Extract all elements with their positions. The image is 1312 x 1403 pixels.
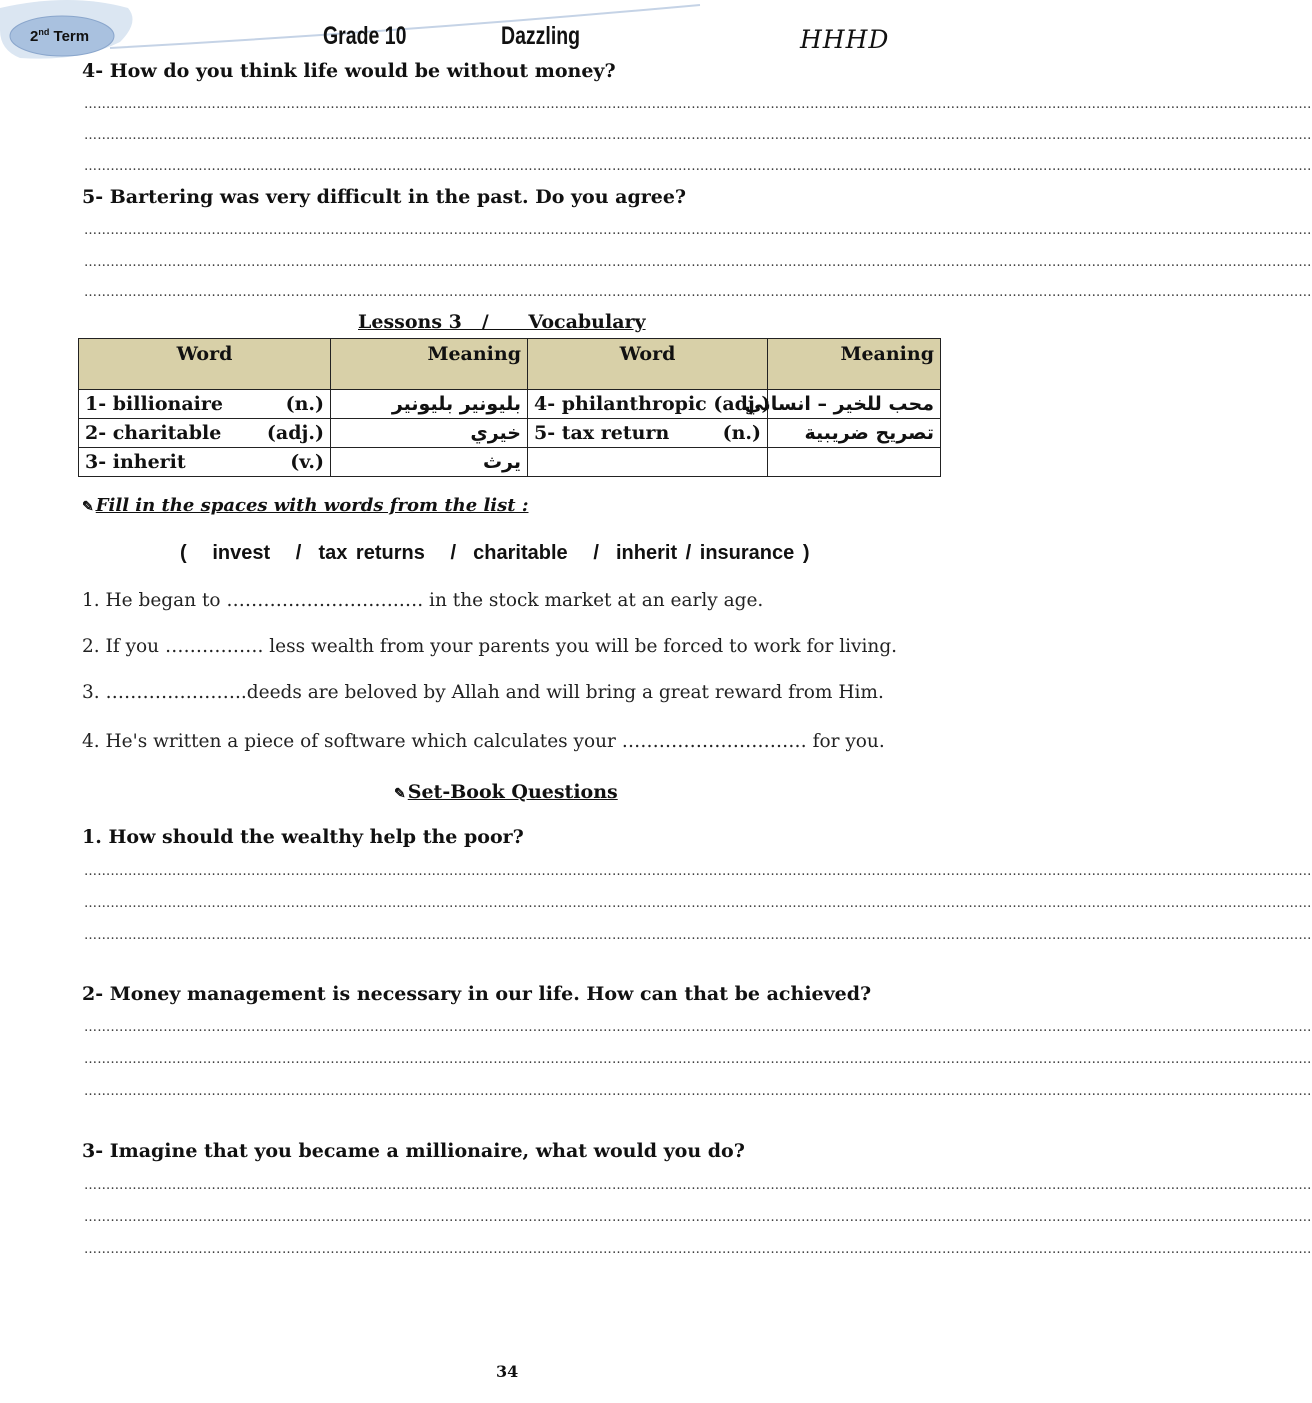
setbook-title: ✎ Set-Book Questions bbox=[394, 781, 618, 803]
table-row bbox=[79, 419, 941, 448]
setbook-question-2: 2- Money management is necessary in our life. How can that be achieved? bbox=[82, 983, 872, 1005]
vocab-meaning: يرث bbox=[331, 448, 528, 477]
answer-line[interactable]: ……………………………………………………………………………………………………………………………………………………………………………………………………………………………………………………… bbox=[84, 159, 1312, 174]
col-header-word: Word bbox=[79, 339, 331, 390]
answer-line[interactable]: ……………………………………………………………………………………………………………………………………………………………………………………………………………………………………………………… bbox=[84, 928, 1312, 943]
fill-sentence-1[interactable]: 1. He began to ……………………….…. in the stock market at an early age. bbox=[82, 590, 764, 611]
table-row bbox=[79, 448, 941, 477]
answer-line[interactable]: ……………………………………………………………………………………………………………………………………………………………………………………………………………………………………………………… bbox=[84, 285, 1312, 300]
vocab-meaning: خيري bbox=[331, 419, 528, 448]
answer-line[interactable]: ……………………………………………………………………………………………………………………………………………………………………………………………………………………………………………………… bbox=[84, 128, 1312, 143]
vocab-meaning: بليونير بليونير bbox=[331, 390, 528, 419]
fill-instruction: ✎ Fill in the spaces with words from the list : bbox=[82, 495, 529, 516]
page-number: 34 bbox=[496, 1362, 519, 1381]
header-series: Dazzling bbox=[501, 22, 581, 50]
answer-line[interactable]: ……………………………………………………………………………………………………………………………………………………………………………………………………………………………………………………… bbox=[84, 223, 1312, 238]
answer-line[interactable]: ……………………………………………………………………………………………………………………………………………………………………………………………………………………………………………………… bbox=[84, 1084, 1312, 1099]
vocab-title: Lessons 3 / Vocabulary bbox=[358, 311, 646, 333]
vocab-table bbox=[78, 338, 941, 477]
vocab-word: 4- philanthropic (adj.) bbox=[528, 390, 768, 419]
pencil-icon: ✎ bbox=[82, 499, 94, 515]
vocab-word: 3- inherit (v.) bbox=[79, 448, 331, 477]
pencil-icon: ✎ bbox=[394, 786, 406, 802]
col-header-meaning: Meaning bbox=[768, 339, 941, 390]
col-header-word: Word bbox=[528, 339, 768, 390]
answer-line[interactable]: ……………………………………………………………………………………………………………………………………………………………………………………………………………………………………………………… bbox=[84, 1242, 1312, 1257]
fill-sentence-3[interactable]: 3. …………………..deeds are beloved by Allah and will bring a great reward from Him. bbox=[82, 682, 884, 703]
header-grade: Grade 10 bbox=[323, 22, 407, 50]
vocab-word: 2- charitable (adj.) bbox=[79, 419, 331, 448]
question-5: 5- Bartering was very difficult in the past. Do you agree? bbox=[82, 186, 687, 208]
setbook-question-3: 3- Imagine that you became a millionaire, what would you do? bbox=[82, 1140, 745, 1162]
answer-line[interactable]: ……………………………………………………………………………………………………………………………………………………………………………………………………………………………………………………… bbox=[84, 896, 1312, 911]
table-row bbox=[79, 390, 941, 419]
answer-line[interactable]: ……………………………………………………………………………………………………………………………………………………………………………………………………………………………………………………… bbox=[84, 1020, 1312, 1035]
vocab-word: 1- billionaire (n.) bbox=[79, 390, 331, 419]
vocab-meaning: تصريح ضريبية bbox=[768, 419, 941, 448]
setbook-question-1: 1. How should the wealthy help the poor? bbox=[82, 826, 524, 848]
answer-line[interactable]: ……………………………………………………………………………………………………………………………………………………………………………………………………………………………………………………… bbox=[84, 864, 1312, 879]
vocab-meaning bbox=[768, 448, 941, 477]
answer-line[interactable]: ……………………………………………………………………………………………………………………………………………………………………………………………………………………………………………………… bbox=[84, 1210, 1312, 1225]
answer-line[interactable]: ……………………………………………………………………………………………………………………………………………………………………………………………………………………………………………………… bbox=[84, 97, 1312, 112]
fill-sentence-4[interactable]: 4. He's written a piece of software which calculates your ………………………… for you. bbox=[82, 731, 885, 752]
vocab-word bbox=[528, 448, 768, 477]
answer-line[interactable]: ……………………………………………………………………………………………………………………………………………………………………………………………………………………………………………………… bbox=[84, 1052, 1312, 1067]
fill-sentence-2[interactable]: 2. If you ……………. less wealth from your parents you will be forced to work for living. bbox=[82, 636, 898, 657]
word-list: ( invest / tax returns / charitable / inherit / insurance ) bbox=[180, 542, 810, 564]
vocab-word: 5- tax return (n.) bbox=[528, 419, 768, 448]
term-label: 2nd Term bbox=[30, 27, 90, 45]
answer-line[interactable]: ……………………………………………………………………………………………………………………………………………………………………………………………………………………………………………………… bbox=[84, 255, 1312, 270]
question-4: 4- How do you think life would be without money? bbox=[82, 60, 616, 82]
vocab-header-row bbox=[79, 339, 941, 390]
col-header-meaning: Meaning bbox=[331, 339, 528, 390]
header-signature: HHHD bbox=[800, 25, 890, 54]
answer-line[interactable]: ……………………………………………………………………………………………………………………………………………………………………………………………………………………………………………………… bbox=[84, 1178, 1312, 1193]
vocab-meaning: محب للخير – انساني bbox=[768, 390, 941, 419]
